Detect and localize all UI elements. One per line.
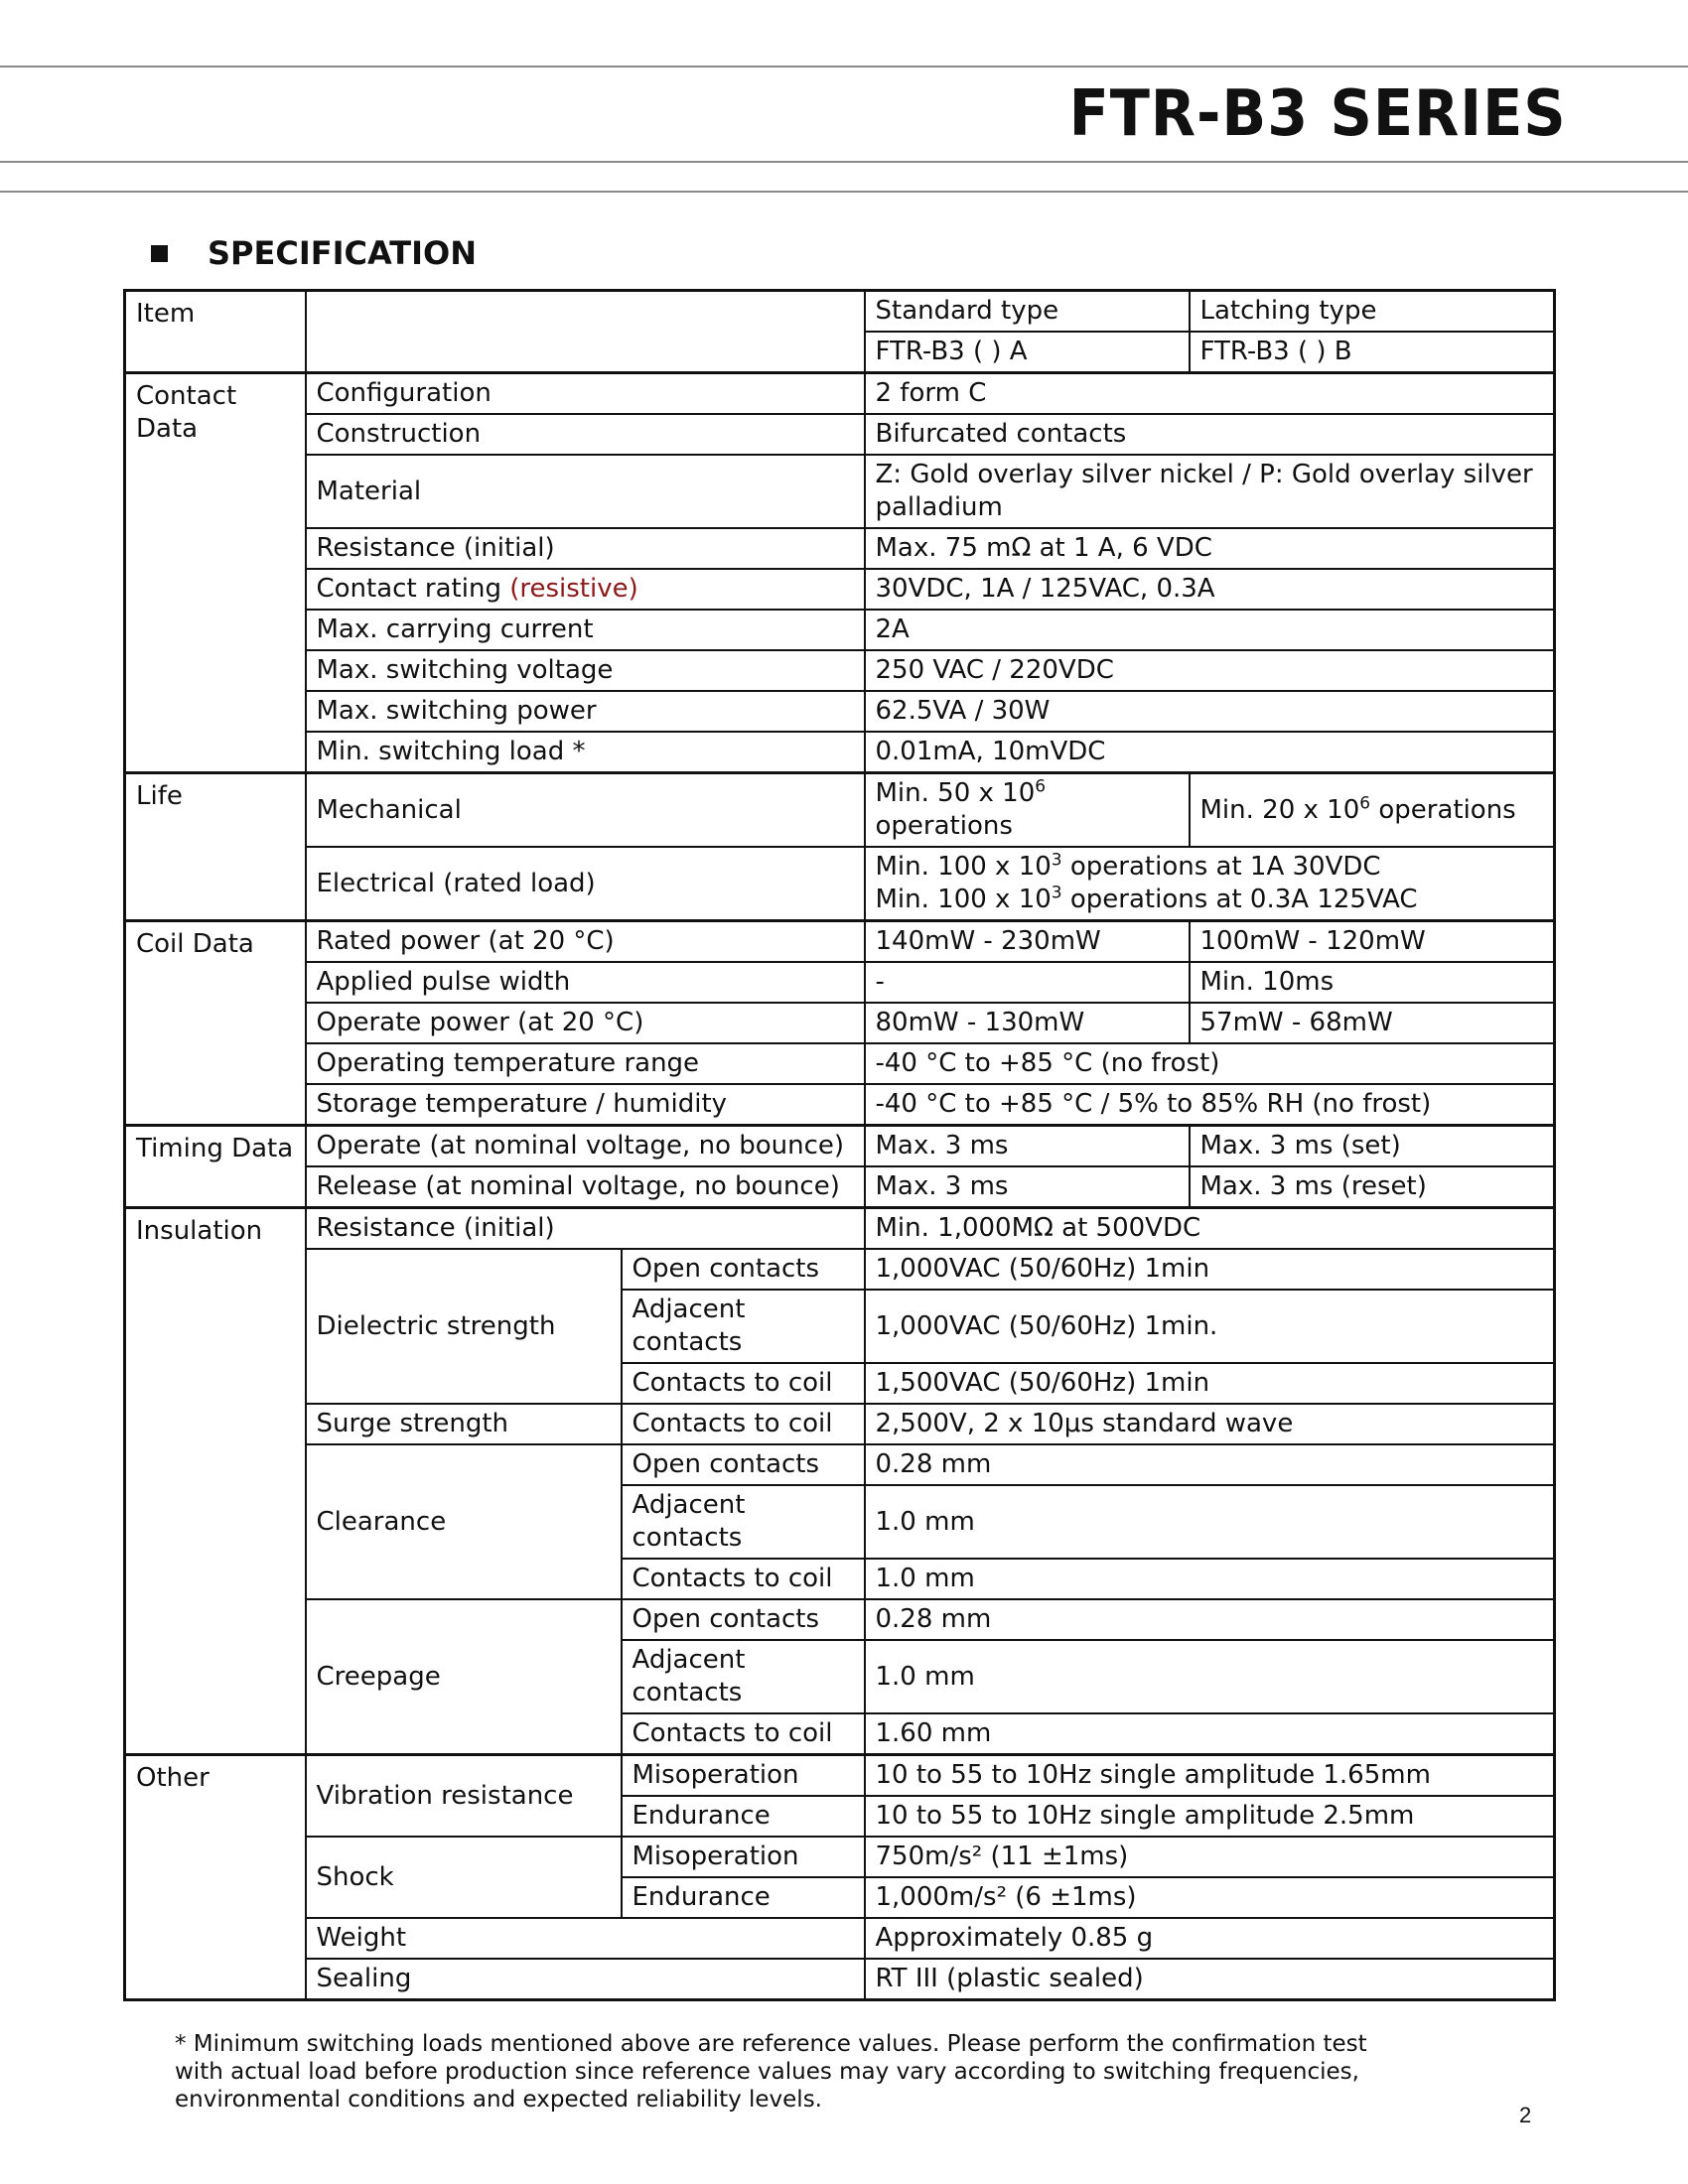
group-insulation: Insulation: [125, 1208, 306, 1755]
row-value: 1,500VAC (50/60Hz) 1min: [865, 1363, 1555, 1404]
row-sublabel: Misoperation: [622, 1755, 865, 1797]
value-text: Min. 100 x 10: [875, 852, 1052, 882]
section-title: SPECIFICATION: [208, 234, 477, 272]
row-value: Approximately 0.85 g: [865, 1918, 1555, 1959]
row-value-standard: 140mW - 230mW: [865, 921, 1190, 963]
row-value: 1.0 mm: [865, 1559, 1555, 1599]
row-value: 2A: [865, 610, 1555, 650]
row-value-standard: [865, 773, 1190, 848]
table-row: [125, 962, 1555, 1003]
row-value: 30VDC, 1A / 125VAC, 0.3A: [865, 569, 1555, 610]
row-value: 1,000m/s² (6 ±1ms): [865, 1877, 1555, 1918]
row-value: 0.28 mm: [865, 1444, 1555, 1485]
item-header: Item: [125, 291, 306, 373]
row-label: Clearance: [306, 1444, 622, 1599]
value-text: Min. 20 x 10: [1199, 794, 1360, 825]
section-heading: [151, 234, 477, 272]
row-value: -40 °C to +85 °C / 5% to 85% RH (no frost): [865, 1084, 1555, 1126]
row-sublabel: Open contacts: [622, 1599, 865, 1640]
table-row: [125, 414, 1555, 455]
table-row: [125, 1599, 1555, 1640]
row-label: Creepage: [306, 1599, 622, 1755]
row-value-latching: Min. 10ms: [1190, 962, 1555, 1003]
table-row: [125, 1126, 1555, 1167]
row-value: 1,000VAC (50/60Hz) 1min.: [865, 1290, 1555, 1363]
row-sublabel: Misoperation: [622, 1837, 865, 1877]
row-sublabel: Adjacent contacts: [622, 1290, 865, 1363]
value-text: operations at 1A 30VDC: [1061, 852, 1381, 882]
group-life: Life: [125, 773, 306, 921]
row-label: Max. carrying current: [306, 610, 865, 650]
row-label: Material: [306, 455, 865, 528]
row-label: Rated power (at 20 °C): [306, 921, 865, 963]
table-row: [125, 1003, 1555, 1043]
table-row: [125, 921, 1555, 963]
row-label: Operate (at nominal voltage, no bounce): [306, 1126, 865, 1167]
row-value-latching: 57mW - 68mW: [1190, 1003, 1555, 1043]
row-sublabel: Contacts to coil: [622, 1404, 865, 1444]
table-row: [125, 847, 1555, 921]
exponent: 3: [1051, 883, 1062, 903]
resistive-note: (resistive): [509, 574, 638, 604]
row-value: 250 VAC / 220VDC: [865, 650, 1555, 691]
row-value-latching: 100mW - 120mW: [1190, 921, 1555, 963]
row-label: Storage temperature / humidity: [306, 1084, 865, 1126]
row-value: 750m/s² (11 ±1ms): [865, 1837, 1555, 1877]
row-value-latching: Max. 3 ms (set): [1190, 1126, 1555, 1167]
group-timing-data: Timing Data: [125, 1126, 306, 1208]
value-text: Min. 100 x 10: [875, 885, 1052, 914]
table-row: [125, 1166, 1555, 1208]
row-label: Sealing: [306, 1959, 865, 2000]
row-value: 2,500V, 2 x 10μs standard wave: [865, 1404, 1555, 1444]
table-row: [125, 1444, 1555, 1485]
row-sublabel: Contacts to coil: [622, 1713, 865, 1755]
row-label: Shock: [306, 1837, 622, 1918]
row-value: Z: Gold overlay silver nickel / P: Gold overlay silver palladium: [865, 455, 1555, 528]
specification-table: [123, 289, 1556, 2001]
row-label: Operating temperature range: [306, 1043, 865, 1084]
row-value: [865, 847, 1555, 921]
row-value: 0.01mA, 10mVDC: [865, 732, 1555, 773]
table-row: [125, 1918, 1555, 1959]
row-sublabel: Open contacts: [622, 1249, 865, 1290]
row-label: Vibration resistance: [306, 1755, 622, 1838]
standard-type-code: FTR-B3 ( ) A: [865, 332, 1190, 373]
row-value-latching: [1190, 773, 1555, 848]
row-value: 1.60 mm: [865, 1713, 1555, 1755]
exponent: 3: [1051, 850, 1062, 871]
row-sublabel: Open contacts: [622, 1444, 865, 1485]
standard-type-header: Standard type: [865, 291, 1190, 333]
table-row: [125, 773, 1555, 848]
table-row: [125, 691, 1555, 732]
row-sublabel: Adjacent contacts: [622, 1485, 865, 1559]
bullet-square-icon: [151, 245, 168, 262]
row-label: Construction: [306, 414, 865, 455]
row-sublabel: Contacts to coil: [622, 1559, 865, 1599]
row-value: Bifurcated contacts: [865, 414, 1555, 455]
row-value-standard: Max. 3 ms: [865, 1126, 1190, 1167]
row-label: Applied pulse width: [306, 962, 865, 1003]
group-contact-data: Contact Data: [125, 373, 306, 773]
row-label: Max. switching power: [306, 691, 865, 732]
table-row: [125, 1208, 1555, 1250]
value-text: operations: [875, 811, 1013, 841]
row-value: Min. 1,000MΩ at 500VDC: [865, 1208, 1555, 1250]
row-label: Dielectric strength: [306, 1249, 622, 1404]
row-label: Electrical (rated load): [306, 847, 865, 921]
row-value: 0.28 mm: [865, 1599, 1555, 1640]
value-text: Min. 50 x 10: [875, 778, 1036, 808]
row-value-standard: -: [865, 962, 1190, 1003]
table-row: [125, 732, 1555, 773]
row-label: Mechanical: [306, 773, 865, 848]
value-text: operations at 0.3A 125VAC: [1061, 885, 1418, 914]
table-row: [125, 1249, 1555, 1290]
blank-header-cell: [306, 291, 865, 373]
table-row: [125, 569, 1555, 610]
latching-type-header: Latching type: [1190, 291, 1555, 333]
row-label: Release (at nominal voltage, no bounce): [306, 1166, 865, 1208]
series-title: FTR-B3 SERIES: [1069, 77, 1567, 151]
row-label: Resistance (initial): [306, 528, 865, 569]
row-sublabel: Endurance: [622, 1877, 865, 1918]
table-row: [125, 1755, 1555, 1797]
table-row: [125, 373, 1555, 415]
row-value: RT III (plastic sealed): [865, 1959, 1555, 2000]
group-coil-data: Coil Data: [125, 921, 306, 1126]
row-label: Weight: [306, 1918, 865, 1959]
row-sublabel: Endurance: [622, 1796, 865, 1837]
table-row: [125, 650, 1555, 691]
row-value: 1,000VAC (50/60Hz) 1min: [865, 1249, 1555, 1290]
row-value: 1.0 mm: [865, 1485, 1555, 1559]
row-label: Max. switching voltage: [306, 650, 865, 691]
row-sublabel: Adjacent contacts: [622, 1640, 865, 1713]
header-rule-top: [0, 66, 1688, 68]
row-label: Min. switching load *: [306, 732, 865, 773]
footnote: * Minimum switching loads mentioned above are reference values. Please perform the confirmation test with actual load before production since reference values may vary according to switching frequencies, environmental conditions and expected reliability levels.: [175, 2031, 1367, 2113]
page-number: 2: [1519, 2103, 1532, 2127]
header-rule-middle: [0, 161, 1688, 163]
table-row: [125, 1959, 1555, 2000]
row-value: 1.0 mm: [865, 1640, 1555, 1713]
row-sublabel: Contacts to coil: [622, 1363, 865, 1404]
row-value-standard: 80mW - 130mW: [865, 1003, 1190, 1043]
group-other: Other: [125, 1755, 306, 2000]
row-value: 10 to 55 to 10Hz single amplitude 2.5mm: [865, 1796, 1555, 1837]
value-text: operations: [1370, 794, 1516, 825]
row-label: Configuration: [306, 373, 865, 415]
row-label: [306, 569, 865, 610]
table-row: [125, 1084, 1555, 1126]
table-row: [125, 455, 1555, 528]
table-row: [125, 1043, 1555, 1084]
row-value: Max. 75 mΩ at 1 A, 6 VDC: [865, 528, 1555, 569]
contact-rating-label: Contact rating: [316, 574, 510, 604]
table-header-row: [125, 291, 1555, 333]
header-rule-bottom: [0, 191, 1688, 193]
row-label: Operate power (at 20 °C): [306, 1003, 865, 1043]
row-value: 2 form C: [865, 373, 1555, 415]
latching-type-code: FTR-B3 ( ) B: [1190, 332, 1555, 373]
exponent: 6: [1035, 776, 1047, 797]
row-label: Resistance (initial): [306, 1208, 865, 1250]
row-value-standard: Max. 3 ms: [865, 1166, 1190, 1208]
table-row: [125, 528, 1555, 569]
row-value: -40 °C to +85 °C (no frost): [865, 1043, 1555, 1084]
table-row: [125, 610, 1555, 650]
table-row: [125, 1837, 1555, 1877]
row-value-latching: Max. 3 ms (reset): [1190, 1166, 1555, 1208]
exponent: 6: [1359, 792, 1371, 813]
row-label: Surge strength: [306, 1404, 622, 1444]
row-value: 62.5VA / 30W: [865, 691, 1555, 732]
table-row: [125, 1404, 1555, 1444]
row-value: 10 to 55 to 10Hz single amplitude 1.65mm: [865, 1755, 1555, 1797]
